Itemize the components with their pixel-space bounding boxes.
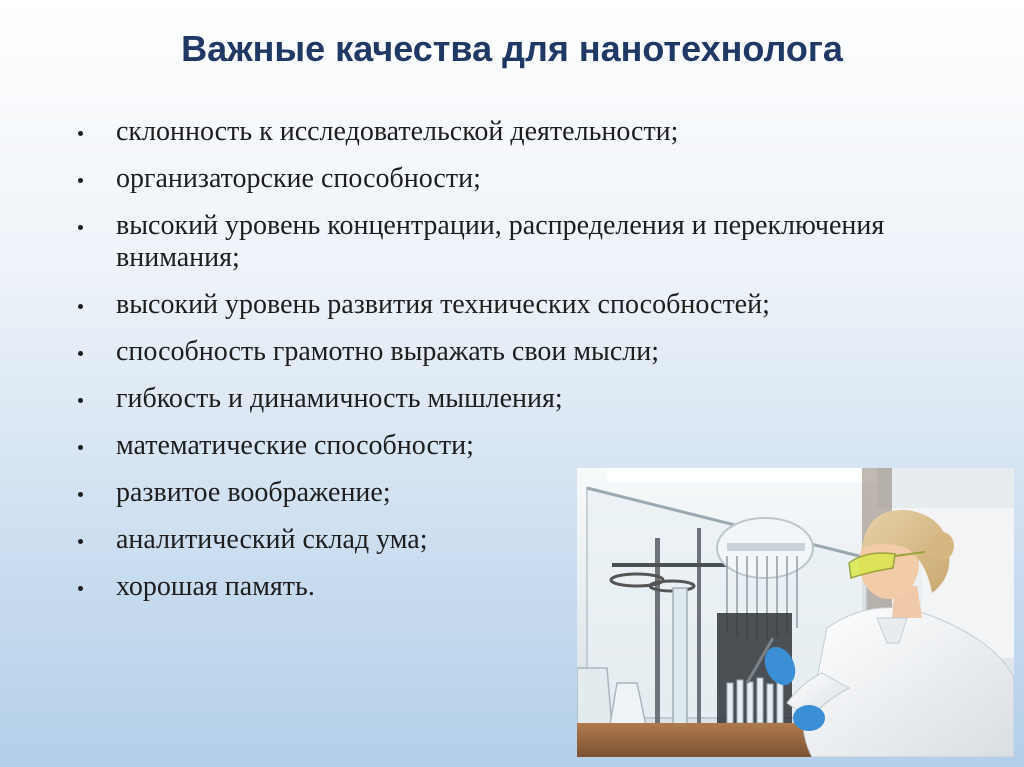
bullet-icon bbox=[78, 539, 83, 544]
list-item bbox=[78, 336, 938, 368]
list-item bbox=[78, 477, 576, 509]
list-item bbox=[78, 210, 938, 274]
bullet-icon bbox=[78, 178, 83, 183]
bullet-icon bbox=[78, 586, 83, 591]
list-item bbox=[78, 383, 938, 415]
list-item-text: способность грамотно выражать свои мысли; bbox=[116, 336, 660, 367]
list-item bbox=[78, 524, 576, 556]
list-item-text: высокий уровень развития технических способностей; bbox=[116, 289, 770, 320]
list-item bbox=[78, 289, 938, 321]
bullet-icon bbox=[78, 445, 83, 450]
list-item-text: высокий уровень концентрации, распределения и переключения внимания; bbox=[116, 210, 885, 273]
list-item bbox=[78, 430, 576, 462]
list-item bbox=[78, 116, 938, 148]
bullet-icon bbox=[78, 492, 83, 497]
list-item-text: математические способности; bbox=[116, 430, 474, 461]
bullet-icon bbox=[78, 351, 83, 356]
bullet-icon bbox=[78, 225, 83, 230]
list-item-text: развитое воображение; bbox=[116, 477, 391, 508]
list-item-text: гибкость и динамичность мышления; bbox=[116, 383, 563, 414]
list-item bbox=[78, 571, 576, 603]
bullet-icon bbox=[78, 304, 83, 309]
list-item-text: организаторские способности; bbox=[116, 163, 481, 194]
list-item-text: аналитический склад ума; bbox=[116, 524, 428, 555]
lab-scientist-photo bbox=[577, 468, 1014, 757]
list-item-text: хорошая память. bbox=[116, 571, 315, 602]
list-item-text: склонность к исследовательской деятельности; bbox=[116, 116, 679, 147]
list-item bbox=[78, 163, 938, 195]
bullet-icon bbox=[78, 131, 83, 136]
slide-title: Важные качества для нанотехнолога bbox=[181, 28, 843, 69]
bullet-icon bbox=[78, 398, 83, 403]
